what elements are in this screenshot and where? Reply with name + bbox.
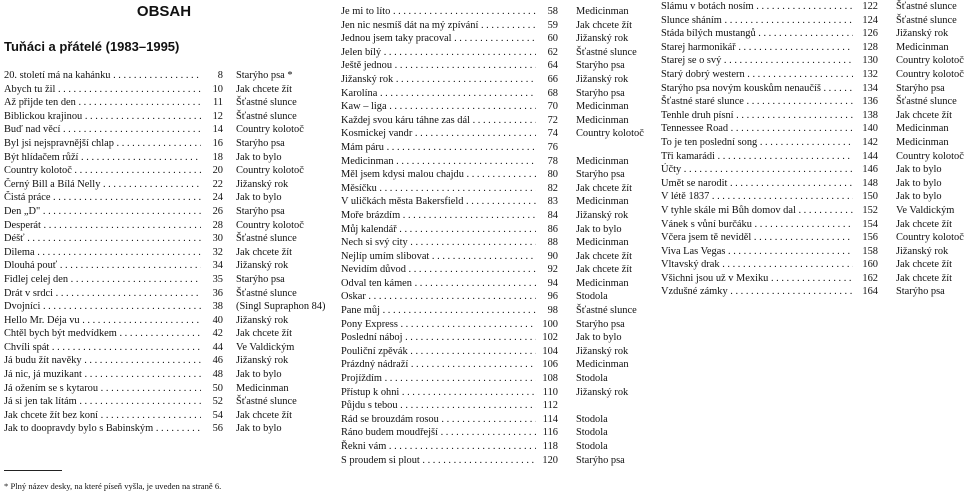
album-name: Šťastné slunce xyxy=(236,287,297,299)
page-number: 58 xyxy=(536,5,558,19)
song-title: Měsíčku . . . xyxy=(341,182,536,196)
page-number: 96 xyxy=(536,290,558,304)
page-number: 14 xyxy=(201,123,223,137)
song-title: Vzdušné zámky . . . xyxy=(661,285,853,299)
album-name: Jak chcete žít xyxy=(236,328,292,340)
page-number: 152 xyxy=(853,204,878,218)
song-title: Stáda bílých mustangů . . . xyxy=(661,27,853,41)
song-title: To je ten poslední song . . . xyxy=(661,136,853,150)
page-number: 83 xyxy=(536,195,558,209)
page-number: 128 xyxy=(853,41,878,55)
song-title: Chtěl bych být medvídkem . . . xyxy=(4,327,201,341)
song-title: Odval ten kámen . . . xyxy=(341,277,536,291)
album-name: Šťastné slunce xyxy=(896,14,957,26)
song-title: Já si jen tak lítám . . . xyxy=(4,395,201,409)
album-name: Medicinman xyxy=(896,41,949,53)
album-name: Country kolotoč xyxy=(896,150,964,162)
album-name: Jak chcete žít xyxy=(576,250,632,262)
album-name: Ve Valdickým xyxy=(236,341,295,353)
page-number: 92 xyxy=(536,263,558,277)
album-name: Country kolotoč xyxy=(896,68,964,80)
album-name: Jak chcete žít xyxy=(576,182,632,194)
album-name: Jak to bylo xyxy=(576,223,622,235)
song-title: V létě 1837 . . . xyxy=(661,190,853,204)
album-name: Stodola xyxy=(576,427,608,439)
page-number: 70 xyxy=(536,100,558,114)
page-number: 72 xyxy=(536,114,558,128)
song-title: Viva Las Vegas . . . xyxy=(661,245,853,259)
song-title: Starý dobrý western . . . xyxy=(661,68,853,82)
album-name: Starýho psa xyxy=(576,454,625,466)
song-title: Já ožením se s kytarou . . . xyxy=(4,382,201,396)
album-name: Medicinman xyxy=(576,6,629,17)
album-name: Country kolotoč xyxy=(896,55,964,67)
album-name: Šťastné slunce xyxy=(896,96,957,108)
song-title: Být hlídačem růží . . . xyxy=(4,151,201,165)
song-title: Desperát . . . xyxy=(4,219,201,233)
song-title: Šťastné staré slunce . . . xyxy=(661,95,853,109)
album-name: Starýho psa xyxy=(236,273,285,285)
album-name: Šťastné slunce xyxy=(236,110,297,122)
song-title: Déšť . . . xyxy=(4,232,201,246)
page-number: 68 xyxy=(536,87,558,101)
album-name: Jak to bylo xyxy=(896,164,942,176)
album-name: Starýho psa xyxy=(576,87,625,99)
album-name: Jak chcete žít xyxy=(896,272,952,284)
page-number: 54 xyxy=(201,409,223,423)
page-number: 146 xyxy=(853,163,878,177)
page-number: 44 xyxy=(201,341,223,355)
page-number: 60 xyxy=(536,32,558,46)
page-number: 162 xyxy=(853,272,878,286)
album-name: Jak chcete žít xyxy=(576,264,632,276)
album-name: Jižanský rok xyxy=(236,178,289,190)
song-title: Řekni vám . . . xyxy=(341,440,536,454)
album-name: Jak chcete žít xyxy=(236,83,292,95)
album-name: Šťastné slunce xyxy=(576,305,637,317)
page-number: 8 xyxy=(201,69,223,83)
song-title: Tennessee Road . . . xyxy=(661,122,853,136)
song-title: Slunce sháním . . . xyxy=(661,14,853,28)
page-number: 124 xyxy=(853,14,878,28)
page-number: 59 xyxy=(536,19,558,33)
page-number: 22 xyxy=(201,178,223,192)
page-number: 86 xyxy=(536,223,558,237)
song-title: Slámu v botách nosím . . . xyxy=(661,0,853,14)
page-number: 74 xyxy=(536,127,558,141)
page-number: 154 xyxy=(853,218,878,232)
album-name: Starýho psa xyxy=(236,205,285,217)
page-number: 64 xyxy=(536,59,558,73)
page-number: 30 xyxy=(201,232,223,246)
page-number: 104 xyxy=(536,345,558,359)
footnote-rule xyxy=(4,470,62,471)
page-number: 144 xyxy=(853,150,878,164)
album-name: Medicinman xyxy=(896,123,949,135)
song-title: Jižanský rok . . . xyxy=(341,73,536,87)
song-title: Já nic, já muzikant . . . xyxy=(4,368,201,382)
song-title: Umět se narodit . . . xyxy=(661,177,853,191)
album-name: (Singl Supraphon 84) xyxy=(236,301,326,313)
album-name: Stodola xyxy=(576,291,608,303)
song-title: Country kolotoč . . . xyxy=(4,164,201,178)
page-number: 108 xyxy=(536,372,558,386)
song-title: Starej harmonikář . . . xyxy=(661,41,853,55)
page-number: 98 xyxy=(536,304,558,318)
album-name: Country kolotoč xyxy=(236,124,304,136)
song-title: Účty . . . xyxy=(661,163,853,177)
song-title: Kosmickej vandr . . . xyxy=(341,127,536,141)
page-number: 35 xyxy=(201,273,223,287)
song-title: Vánek s vůní burčáku . . . xyxy=(661,218,853,232)
song-title: Včera jsem tě neviděl . . . xyxy=(661,231,853,245)
page-number: 102 xyxy=(536,331,558,345)
song-title: V tyhle skále mi Bůh domov dal . . . xyxy=(661,204,853,218)
page-number: 118 xyxy=(536,440,558,454)
song-title: Projíždím . . . xyxy=(341,372,536,386)
song-title: Abych tu žil . . . xyxy=(4,83,201,97)
page-number: 120 xyxy=(536,454,558,468)
page-number: 24 xyxy=(201,191,223,205)
song-title: Jednou jsem taky pracoval . . . xyxy=(341,32,536,46)
album-name: Starýho psa xyxy=(576,60,625,72)
album-name: Šťastné slunce xyxy=(576,46,637,58)
album-name: Jižanský rok xyxy=(236,355,289,367)
song-title: Prázdný nádraží . . . xyxy=(341,358,536,372)
song-title: Ještě jednou . . . xyxy=(341,59,536,73)
page-number: 20 xyxy=(201,164,223,178)
album-name: Country kolotoč xyxy=(236,219,304,231)
song-title: Jak to doopravdy bylo s Babinským . . . xyxy=(4,422,201,436)
page-number: 130 xyxy=(853,54,878,68)
album-name: Jak to bylo xyxy=(576,332,622,344)
song-title: Chvíli spát . . . xyxy=(4,341,201,355)
album-name: Medicinman xyxy=(576,114,629,126)
song-title: Pouliční zpěvák . . . xyxy=(341,345,536,359)
page-number: 110 xyxy=(536,386,558,400)
page-number: 36 xyxy=(201,287,223,301)
album-name: Jižanský rok xyxy=(576,73,629,85)
album-name: Jižanský rok xyxy=(236,260,289,272)
album-name: Jak to bylo xyxy=(236,192,282,204)
album-name: Stodola xyxy=(576,441,608,452)
page-number: 16 xyxy=(201,137,223,151)
song-title: Buď nad věcí . . . xyxy=(4,123,201,137)
page-number: 52 xyxy=(201,395,223,409)
song-title: Den „D" . . . xyxy=(4,205,201,219)
album-name: Jak chcete žít xyxy=(896,109,952,121)
page-number: 38 xyxy=(201,300,223,314)
page-number: 114 xyxy=(536,413,558,427)
album-name: Šťastné slunce xyxy=(236,97,297,109)
page-number: 34 xyxy=(201,259,223,273)
album-name: Starýho psa xyxy=(896,82,945,94)
page-number: 28 xyxy=(201,219,223,233)
song-title: Nevidím důvod . . . xyxy=(341,263,536,277)
album-name: Starýho psa * xyxy=(236,70,293,81)
song-title: Tenhle druh písní . . . xyxy=(661,109,853,123)
album-name: Starýho psa xyxy=(576,169,625,181)
page-number: 90 xyxy=(536,250,558,264)
song-title: Nech si svý city . . . xyxy=(341,236,536,250)
page-number: 62 xyxy=(536,46,558,60)
page-number: 132 xyxy=(853,68,878,82)
album-name: Šťastné slunce xyxy=(236,233,297,245)
album-name: Country kolotoč xyxy=(576,128,644,140)
album-name: Starýho psa xyxy=(896,286,945,298)
page-number: 160 xyxy=(853,258,878,272)
album-name: Country kolotoč xyxy=(896,232,964,244)
album-name: Medicinman xyxy=(576,277,629,289)
song-title: Až přijde ten den . . . xyxy=(4,96,201,110)
page-number: 80 xyxy=(536,168,558,182)
page-number: 50 xyxy=(201,382,223,396)
page-number: 148 xyxy=(853,177,878,191)
page-number: 48 xyxy=(201,368,223,382)
song-title: Starýho psa novým kouskům nenaučíš . . . xyxy=(661,82,853,96)
song-title: Jelen bílý . . . xyxy=(341,46,536,60)
song-title: Mám páru . . . xyxy=(341,141,536,155)
page-number: 158 xyxy=(853,245,878,259)
page-number: 122 xyxy=(853,0,878,14)
page-number: 10 xyxy=(201,83,223,97)
song-title: Dvojníci . . . xyxy=(4,300,201,314)
album-name: Jak chcete žít xyxy=(236,409,292,421)
song-title: Dilema . . . xyxy=(4,246,201,260)
page-number: 116 xyxy=(536,426,558,440)
page-number: 142 xyxy=(853,136,878,150)
page-number: 84 xyxy=(536,209,558,223)
song-title: Dlouhá pouť . . . xyxy=(4,259,201,273)
page-number: 18 xyxy=(201,151,223,165)
song-title: Vltavský drak . . . xyxy=(661,258,853,272)
album-name: Medicinman xyxy=(576,155,629,167)
page-number: 78 xyxy=(536,155,558,169)
page-number: 11 xyxy=(201,96,223,110)
song-title: Všichni jsou už v Mexiku . . . xyxy=(661,272,853,286)
page-number: 88 xyxy=(536,236,558,250)
album-name: Jak to bylo xyxy=(236,423,282,435)
page-number: 66 xyxy=(536,73,558,87)
page-number: 56 xyxy=(201,422,223,436)
page-number: 32 xyxy=(201,246,223,260)
album-name: Jižanský rok xyxy=(576,209,629,221)
song-title: Byl jsi nejspravnější chlap . . . xyxy=(4,137,201,151)
page-number: 40 xyxy=(201,314,223,328)
album-name: Šťastné slunce xyxy=(896,1,957,12)
song-title: Hello Mr. Déja vu . . . xyxy=(4,314,201,328)
album-name: Medicinman xyxy=(896,136,949,148)
album-name: Ve Valdickým xyxy=(896,204,955,216)
song-title: Kaw – liga . . . xyxy=(341,100,536,114)
song-title: Biblickou krajinou . . . xyxy=(4,110,201,124)
song-title: Moře brázdím . . . xyxy=(341,209,536,223)
page-number: 76 xyxy=(536,141,558,155)
page-number: 164 xyxy=(853,285,878,299)
album-name: Medicinman xyxy=(576,101,629,113)
song-title: Půjdu s tebou . . . xyxy=(341,399,536,413)
album-name: Stodola xyxy=(576,373,608,385)
album-name: Jak chcete žít xyxy=(896,218,952,230)
song-title: Pony Express . . . xyxy=(341,318,536,332)
page-number: 42 xyxy=(201,327,223,341)
song-title: Karolína . . . xyxy=(341,87,536,101)
album-name: Jižanský rok xyxy=(236,314,289,326)
album-name: Jak chcete žít xyxy=(576,19,632,31)
song-title: Tři kamarádi . . . xyxy=(661,150,853,164)
song-title: Já budu žít navěky . . . xyxy=(4,354,201,368)
page-number: 150 xyxy=(853,190,878,204)
song-title: Drát v srdci . . . xyxy=(4,287,201,301)
song-title: V uličkách města Bakersfield . . . xyxy=(341,195,536,209)
song-title: Fidlej celej den . . . xyxy=(4,273,201,287)
album-name: Stodola xyxy=(576,413,608,425)
album-name: Starýho psa xyxy=(576,318,625,330)
page-number: 136 xyxy=(853,95,878,109)
album-name: Jak chcete žít xyxy=(896,259,952,271)
footnote: * Plný název desky, na které píseň vyšla, je uveden na straně 6. xyxy=(4,481,222,491)
song-title: Nejlíp umím slibovat . . . xyxy=(341,250,536,264)
page-number: 26 xyxy=(201,205,223,219)
album-name: Jižanský rok xyxy=(576,345,629,357)
song-title: Starej se o svý . . . xyxy=(661,54,853,68)
song-title: S proudem si plout . . . xyxy=(341,454,536,468)
page-number: 94 xyxy=(536,277,558,291)
page-number: 46 xyxy=(201,354,223,368)
song-title: Jak chcete žít bez koní . . . xyxy=(4,409,201,423)
album-name: Jižanský rok xyxy=(576,33,629,45)
page-number: 126 xyxy=(853,27,878,41)
album-name: Medicinman xyxy=(236,382,289,394)
album-name: Medicinman xyxy=(576,237,629,249)
song-title: Měl jsem kdysi malou chajdu . . . xyxy=(341,168,536,182)
page-number: 134 xyxy=(853,82,878,96)
song-title: 20. století má na kahánku . . . xyxy=(4,69,201,83)
song-title: Můj kalendář . . . xyxy=(341,223,536,237)
page-title: OBSAH xyxy=(136,3,192,20)
page-number: 138 xyxy=(853,109,878,123)
song-title: Čistá práce . . . xyxy=(4,191,201,205)
song-title: Jen nic nesmíš dát na mý zpívání . . . xyxy=(341,19,536,33)
section-subtitle: Tuňáci a přátelé (1983–1995) xyxy=(4,39,180,54)
song-title: Je mi to líto . . . xyxy=(341,5,536,19)
page-number: 12 xyxy=(201,110,223,124)
song-title: Oskar . . . xyxy=(341,290,536,304)
song-title: Rád se brouzdám rosou . . . xyxy=(341,413,536,427)
page-number: 100 xyxy=(536,318,558,332)
album-name: Medicinman xyxy=(576,359,629,371)
song-title: Medicinman . . . xyxy=(341,155,536,169)
album-name: Starýho psa xyxy=(236,137,285,149)
album-name: Jak to bylo xyxy=(236,151,282,163)
song-title: Každej svou káru táhne zas dál . . . xyxy=(341,114,536,128)
album-name: Šťastné slunce xyxy=(236,396,297,408)
album-name: Jižanský rok xyxy=(896,28,949,40)
page-number: 82 xyxy=(536,182,558,196)
song-title: Pane můj . . . xyxy=(341,304,536,318)
album-name: Medicinman xyxy=(576,196,629,208)
page-number: 112 xyxy=(536,399,558,413)
album-name: Jak to bylo xyxy=(896,177,942,189)
song-title: Poslední náboj . . . xyxy=(341,331,536,345)
page-number: 106 xyxy=(536,358,558,372)
album-name: Country kolotoč xyxy=(236,165,304,177)
page-number: 156 xyxy=(853,231,878,245)
album-name: Jak chcete žít xyxy=(236,246,292,258)
song-title: Černý Bill a Bílá Nelly . . . xyxy=(4,178,201,192)
album-name: Jižanský rok xyxy=(576,386,629,398)
album-name: Jak to bylo xyxy=(236,369,282,381)
song-title: Přístup k ohni . . . xyxy=(341,386,536,400)
album-name: Jak to bylo xyxy=(896,191,942,203)
song-title: Ráno budem moudřejší . . . xyxy=(341,426,536,440)
album-name: Jižanský rok xyxy=(896,245,949,257)
page-number: 140 xyxy=(853,122,878,136)
